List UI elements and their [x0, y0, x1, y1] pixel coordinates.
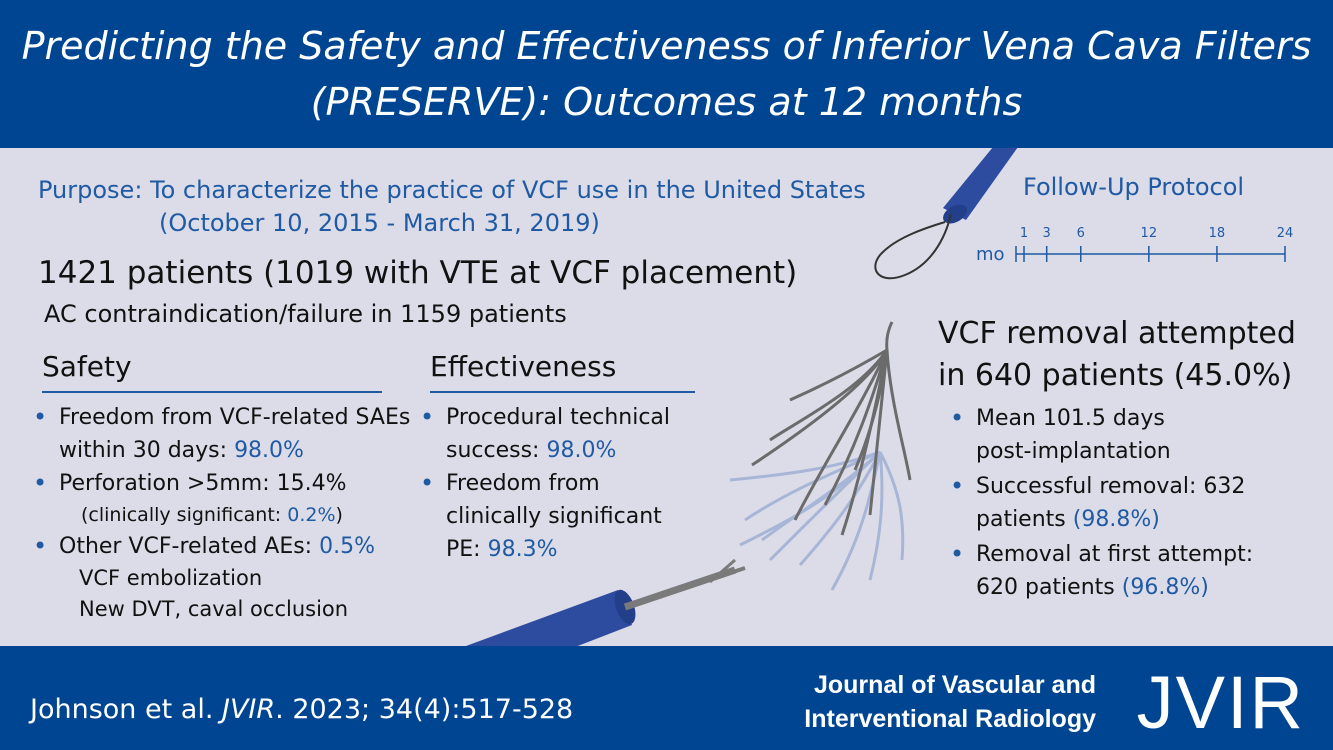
timeline-tick-label: 24	[1276, 226, 1294, 241]
purpose-line: Purpose: To characterize the practice of VCF use in the United States	[38, 176, 866, 204]
study-dates: (October 10, 2015 - March 31, 2019)	[159, 209, 600, 237]
followup-unit-label: mo	[976, 244, 1005, 265]
page-title: Predicting the Safety and Effectiveness of Inferior Vena Cava Filters (PRESERVE): Outcomes at 12 months	[21, 24, 1312, 124]
citation: Johnson et al. JVIR. 2023; 34(4):517-528	[30, 694, 574, 725]
patient-count: 1421 patients (1019 with VTE at VCF placement)	[38, 255, 798, 291]
effectiveness-list	[420, 401, 695, 566]
followup-title: Follow-Up Protocol	[1023, 173, 1245, 201]
purpose-statement	[38, 174, 866, 240]
journal-name: Journal of Vascular and Interventional Radiology	[804, 671, 1096, 733]
safety-list	[33, 401, 413, 625]
list-item: • Procedural technical success: 98.0%	[420, 401, 695, 467]
followup-timeline	[976, 218, 1296, 268]
snare-loop-icon	[875, 214, 951, 278]
timeline-tick-label: 1	[1019, 226, 1029, 241]
list-item: • Removal at first attempt: 620 patients (96.8%)	[950, 538, 1290, 604]
timeline-tick-label: 18	[1208, 226, 1226, 241]
effectiveness-heading: Effectiveness	[430, 350, 695, 393]
filter-shadow-icon	[730, 452, 903, 590]
list-item: • Freedom from VCF-related SAEs within 30 days: 98.0%	[33, 401, 413, 467]
footer-banner	[0, 646, 1333, 750]
list-item: • Mean 101.5 days post-implantation	[950, 402, 1290, 468]
list-item: • Perforation >5mm: 15.4% (clinically significant: 0.2%)	[33, 467, 413, 530]
header-banner	[0, 0, 1333, 148]
timeline-tick-label: 12	[1140, 226, 1158, 241]
timeline-tick-label: 6	[1076, 226, 1085, 241]
list-item: • Successful removal: 632 patients (98.8%)	[950, 470, 1290, 536]
list-item: • Freedom from clinically significant PE: 98.3%	[420, 467, 695, 566]
safety-heading: Safety	[42, 350, 382, 393]
journal-logo: JVIR	[1136, 661, 1305, 744]
removal-heading: VCF removal attempted in 640 patients (45.0%)	[938, 316, 1296, 393]
ac-count: AC contraindication/failure in 1159 patients	[44, 300, 567, 328]
list-item: • Other VCF-related AEs: 0.5% VCF embolization New DVT, caval occlusion	[33, 530, 413, 625]
removal-list	[950, 402, 1290, 604]
timeline-tick-label: 3	[1042, 226, 1051, 241]
